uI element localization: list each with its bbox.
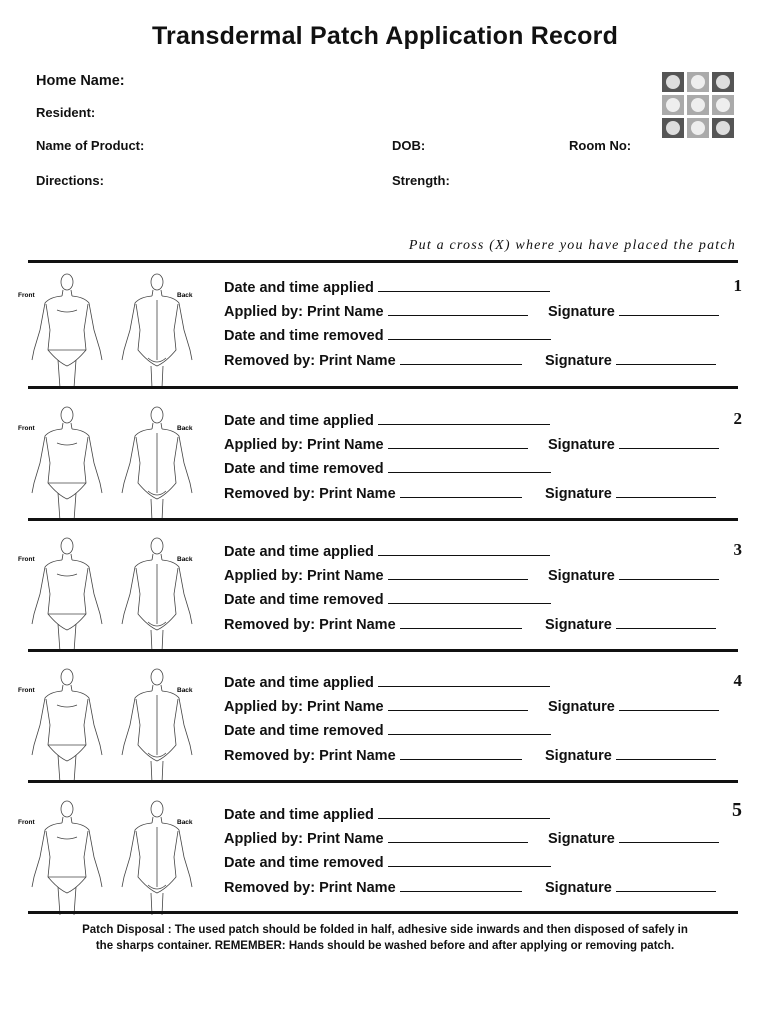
removed-signature-field[interactable] <box>616 614 716 629</box>
date-applied-label: Date and time applied <box>224 675 374 691</box>
removed-signature-label: Signature <box>545 352 612 369</box>
directions-label: Directions: <box>36 173 104 188</box>
applied-by-name-field[interactable] <box>388 301 528 316</box>
date-removed-field[interactable] <box>388 325 551 340</box>
applied-signature-field[interactable] <box>619 434 719 449</box>
front-label: Front <box>18 819 35 826</box>
home-name-label: Home Name: <box>36 73 125 89</box>
applied-by-label: Applied by: Print Name <box>224 699 384 716</box>
footer-line-2: the sharps container. REMEMBER: Hands should be washed before and after applying or removing patch. <box>95 940 675 952</box>
removed-signature-label: Signature <box>545 879 612 896</box>
section-number: 2 <box>733 409 742 428</box>
patch-record-section <box>0 530 770 655</box>
applied-by-row <box>224 300 734 324</box>
date-applied-label: Date and time applied <box>224 280 374 296</box>
date-removed-label: Date and time removed <box>224 723 384 740</box>
removed-by-row <box>224 349 734 373</box>
removed-signature-label: Signature <box>545 747 612 764</box>
applied-by-name-field[interactable] <box>388 696 528 711</box>
removed-by-label: Removed by: Print Name <box>224 879 396 896</box>
removed-signature-field[interactable] <box>616 745 716 760</box>
removed-by-row <box>224 613 734 637</box>
applied-by-label: Applied by: Print Name <box>224 304 384 321</box>
patch-disposal-note <box>30 922 740 954</box>
applied-by-row <box>224 827 734 851</box>
applied-by-row <box>224 695 734 719</box>
date-removed-field[interactable] <box>388 458 551 473</box>
divider <box>28 518 738 521</box>
applied-by-row <box>224 564 734 588</box>
applied-by-row <box>224 433 734 457</box>
applied-by-name-field[interactable] <box>388 828 528 843</box>
applied-signature-label: Signature <box>548 699 615 716</box>
applied-signature-field[interactable] <box>619 565 719 580</box>
date-applied-field[interactable] <box>378 277 550 292</box>
room-label: Room No: <box>569 138 632 153</box>
applied-by-label: Applied by: Print Name <box>224 437 384 454</box>
date-removed-field[interactable] <box>388 589 551 604</box>
back-label: Back <box>177 687 193 694</box>
date-removed-row <box>224 719 734 743</box>
body-diagram-icon[interactable] <box>12 270 212 390</box>
body-diagram-icon[interactable] <box>12 534 212 654</box>
divider <box>28 386 738 389</box>
product-label: Name of Product: <box>36 138 145 153</box>
removed-by-row <box>224 876 734 900</box>
divider <box>28 780 738 783</box>
patch-record-section <box>0 266 770 391</box>
divider <box>28 911 738 914</box>
page-title: Transdermal Patch Application Record <box>151 22 619 50</box>
back-label: Back <box>177 819 193 826</box>
date-applied-field[interactable] <box>378 804 550 819</box>
removed-by-row <box>224 482 734 506</box>
date-removed-label: Date and time removed <box>224 855 384 872</box>
removed-by-row <box>224 744 734 768</box>
section-number: 1 <box>733 276 742 295</box>
date-applied-label: Date and time applied <box>224 544 374 560</box>
dob-label: DOB: <box>392 138 426 153</box>
date-applied-row[interactable] <box>224 409 734 433</box>
date-removed-row <box>224 457 734 481</box>
date-applied-label: Date and time applied <box>224 413 374 429</box>
applied-signature-label: Signature <box>548 568 615 585</box>
back-label: Back <box>177 556 193 563</box>
applied-signature-label: Signature <box>548 831 615 848</box>
body-diagram-icon[interactable] <box>12 665 212 785</box>
section-number: 5 <box>732 799 742 821</box>
date-applied-row[interactable] <box>224 540 734 564</box>
removed-by-name-field[interactable] <box>400 614 522 629</box>
resident-label: Resident: <box>36 105 96 120</box>
back-label: Back <box>177 292 193 299</box>
date-removed-label: Date and time removed <box>224 461 384 478</box>
removed-signature-field[interactable] <box>616 877 716 892</box>
removed-by-label: Removed by: Print Name <box>224 747 396 764</box>
section-number: 3 <box>733 540 742 559</box>
placement-instruction: Put a cross (X) where you have placed the patch <box>408 238 736 253</box>
removed-signature-field[interactable] <box>616 350 716 365</box>
patch-fields <box>224 409 734 506</box>
date-applied-field[interactable] <box>378 672 550 687</box>
date-removed-field[interactable] <box>388 720 551 735</box>
removed-by-name-field[interactable] <box>400 350 522 365</box>
date-removed-field[interactable] <box>388 852 551 867</box>
applied-signature-field[interactable] <box>619 828 719 843</box>
divider <box>28 260 738 263</box>
patch-fields <box>224 540 734 637</box>
front-label: Front <box>18 687 35 694</box>
patch-record-section <box>0 661 770 786</box>
removed-by-label: Removed by: Print Name <box>224 352 396 369</box>
date-applied-field[interactable] <box>378 541 550 556</box>
front-label: Front <box>18 292 35 299</box>
patch-record-section <box>0 399 770 524</box>
applied-signature-field[interactable] <box>619 301 719 316</box>
removed-by-label: Removed by: Print Name <box>224 616 396 633</box>
logo-icon <box>662 72 736 138</box>
applied-signature-label: Signature <box>548 437 615 454</box>
applied-signature-label: Signature <box>548 304 615 321</box>
date-removed-row <box>224 851 734 875</box>
date-applied-field[interactable] <box>378 410 550 425</box>
footer-line-1: Patch Disposal : The used patch should be folded in half, adhesive side inwards and then disposed of safely in <box>82 924 688 936</box>
removed-signature-label: Signature <box>545 485 612 502</box>
front-label: Front <box>18 425 35 432</box>
patch-fields <box>224 276 734 373</box>
removed-by-name-field[interactable] <box>400 877 522 892</box>
date-removed-label: Date and time removed <box>224 328 384 345</box>
divider <box>28 649 738 652</box>
back-label: Back <box>177 425 193 432</box>
applied-by-name-field[interactable] <box>388 565 528 580</box>
date-applied-label: Date and time applied <box>224 807 374 823</box>
removed-signature-label: Signature <box>545 616 612 633</box>
date-applied-row[interactable] <box>224 276 734 300</box>
applied-signature-field[interactable] <box>619 696 719 711</box>
date-removed-row <box>224 324 734 348</box>
removed-by-name-field[interactable] <box>400 483 522 498</box>
applied-by-label: Applied by: Print Name <box>224 568 384 585</box>
removed-signature-field[interactable] <box>616 483 716 498</box>
patch-record-section <box>0 793 770 918</box>
front-label: Front <box>18 556 35 563</box>
removed-by-name-field[interactable] <box>400 745 522 760</box>
applied-by-name-field[interactable] <box>388 434 528 449</box>
patch-fields <box>224 671 734 768</box>
strength-label: Strength: <box>392 173 450 188</box>
date-applied-row[interactable] <box>224 671 734 695</box>
date-applied-row[interactable] <box>224 803 734 827</box>
body-diagram-icon[interactable] <box>12 403 212 523</box>
date-removed-label: Date and time removed <box>224 592 384 609</box>
body-diagram-icon[interactable] <box>12 797 212 917</box>
applied-by-label: Applied by: Print Name <box>224 831 384 848</box>
section-number: 4 <box>733 671 742 690</box>
date-removed-row <box>224 588 734 612</box>
patch-fields <box>224 803 734 900</box>
removed-by-label: Removed by: Print Name <box>224 485 396 502</box>
